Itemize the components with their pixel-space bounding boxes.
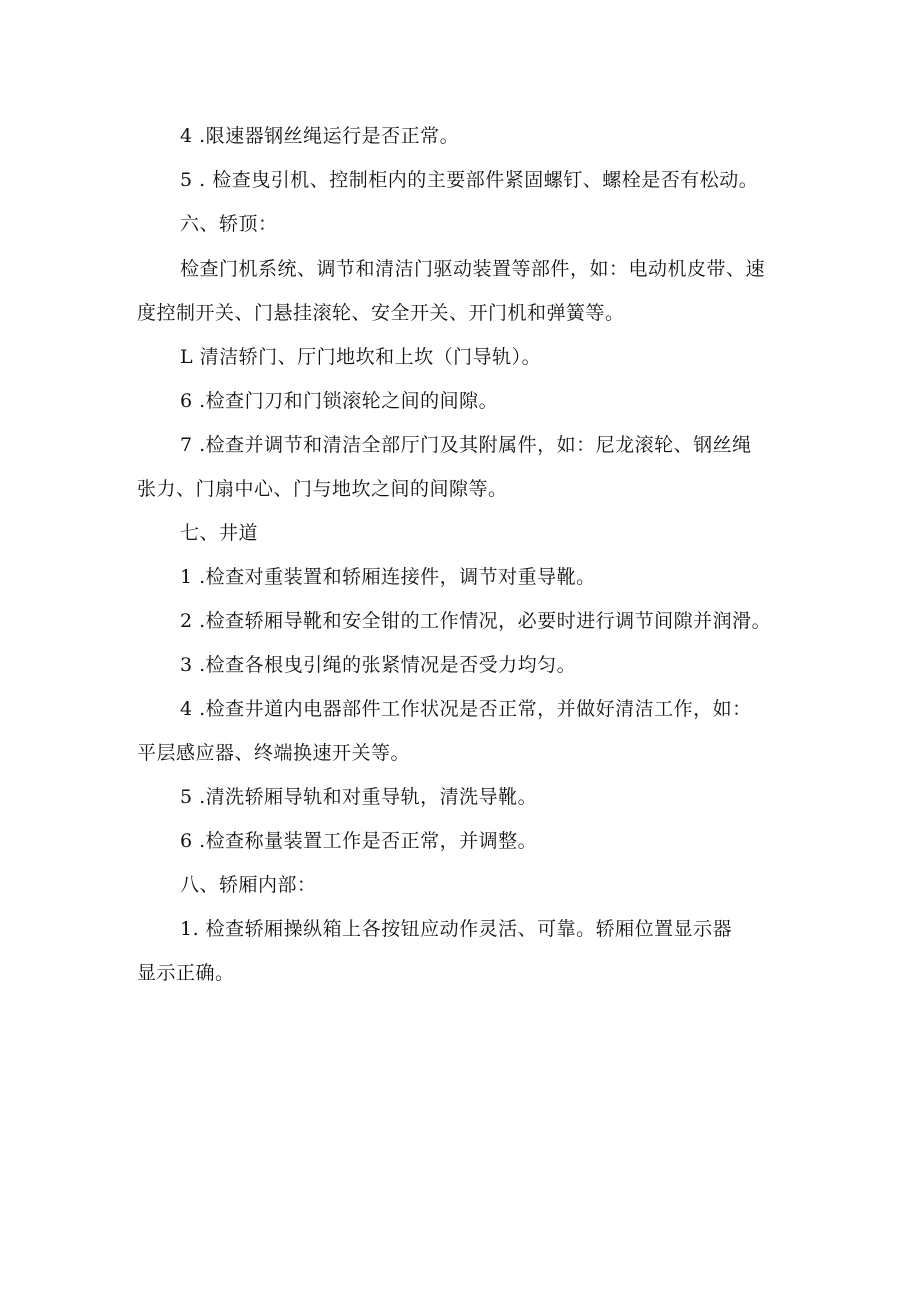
shaft-item-2: 2 .检查轿厢导靴和安全钳的工作情况，必要时进行调节间隙并润滑。: [180, 610, 772, 632]
item-L-clean-doors: L 清洁轿门、厅门地坎和上坎（门导轨）。: [180, 346, 542, 368]
item-5-traction-machine: 5 . 检查曳引机、控制柜内的主要部件紧固螺钉、螺栓是否有松动。: [180, 169, 759, 191]
shaft-item-6: 6 .检查称量装置工作是否正常，并调整。: [180, 830, 538, 852]
item-6-door-knife: 6 .检查门刀和门锁滚轮之间的间隙。: [180, 390, 499, 412]
shaft-item-3: 3 .检查各根曳引绳的张紧情况是否受力均匀。: [180, 654, 577, 676]
shaft-item-4-line-1: 4 .检查井道内电器部件工作状况是否正常，并做好清洁工作，如：: [180, 698, 752, 720]
item-4-speed-governor: 4 .限速器钢丝绳运行是否正常。: [180, 125, 460, 147]
item-7-landing-doors-line-1: 7 .检查并调节和清洁全部厅门及其附属件，如：尼龙滚轮、钢丝绳: [180, 434, 752, 456]
shaft-item-4-line-2: 平层感应器、终端换速开关等。: [137, 742, 411, 764]
car-top-paragraph-line-1: 检查门机系统、调节和清洁门驱动装置等部件，如：电动机皮带、速: [180, 258, 766, 280]
section-6-heading: 六、轿顶：: [180, 213, 278, 235]
shaft-item-1: 1 .检查对重装置和轿厢连接件，调节对重导靴。: [180, 566, 596, 588]
section-8-heading: 八、轿厢内部：: [180, 874, 317, 896]
item-7-landing-doors-line-2: 张力、门扇中心、门与地坎之间的间隙等。: [137, 478, 508, 500]
shaft-item-5: 5 .清洗轿厢导轨和对重导轨，清洗导靴。: [180, 786, 538, 808]
car-interior-item-1-line-1: 1. 检查轿厢操纵箱上各按钮应动作灵活、可靠。轿厢位置显示器: [180, 918, 733, 940]
car-interior-item-1-line-2: 显示正确。: [137, 962, 235, 984]
section-7-heading: 七、井道: [180, 522, 259, 544]
car-top-paragraph-line-2: 度控制开关、门悬挂滚轮、安全开关、开门机和弹簧等。: [137, 302, 625, 324]
